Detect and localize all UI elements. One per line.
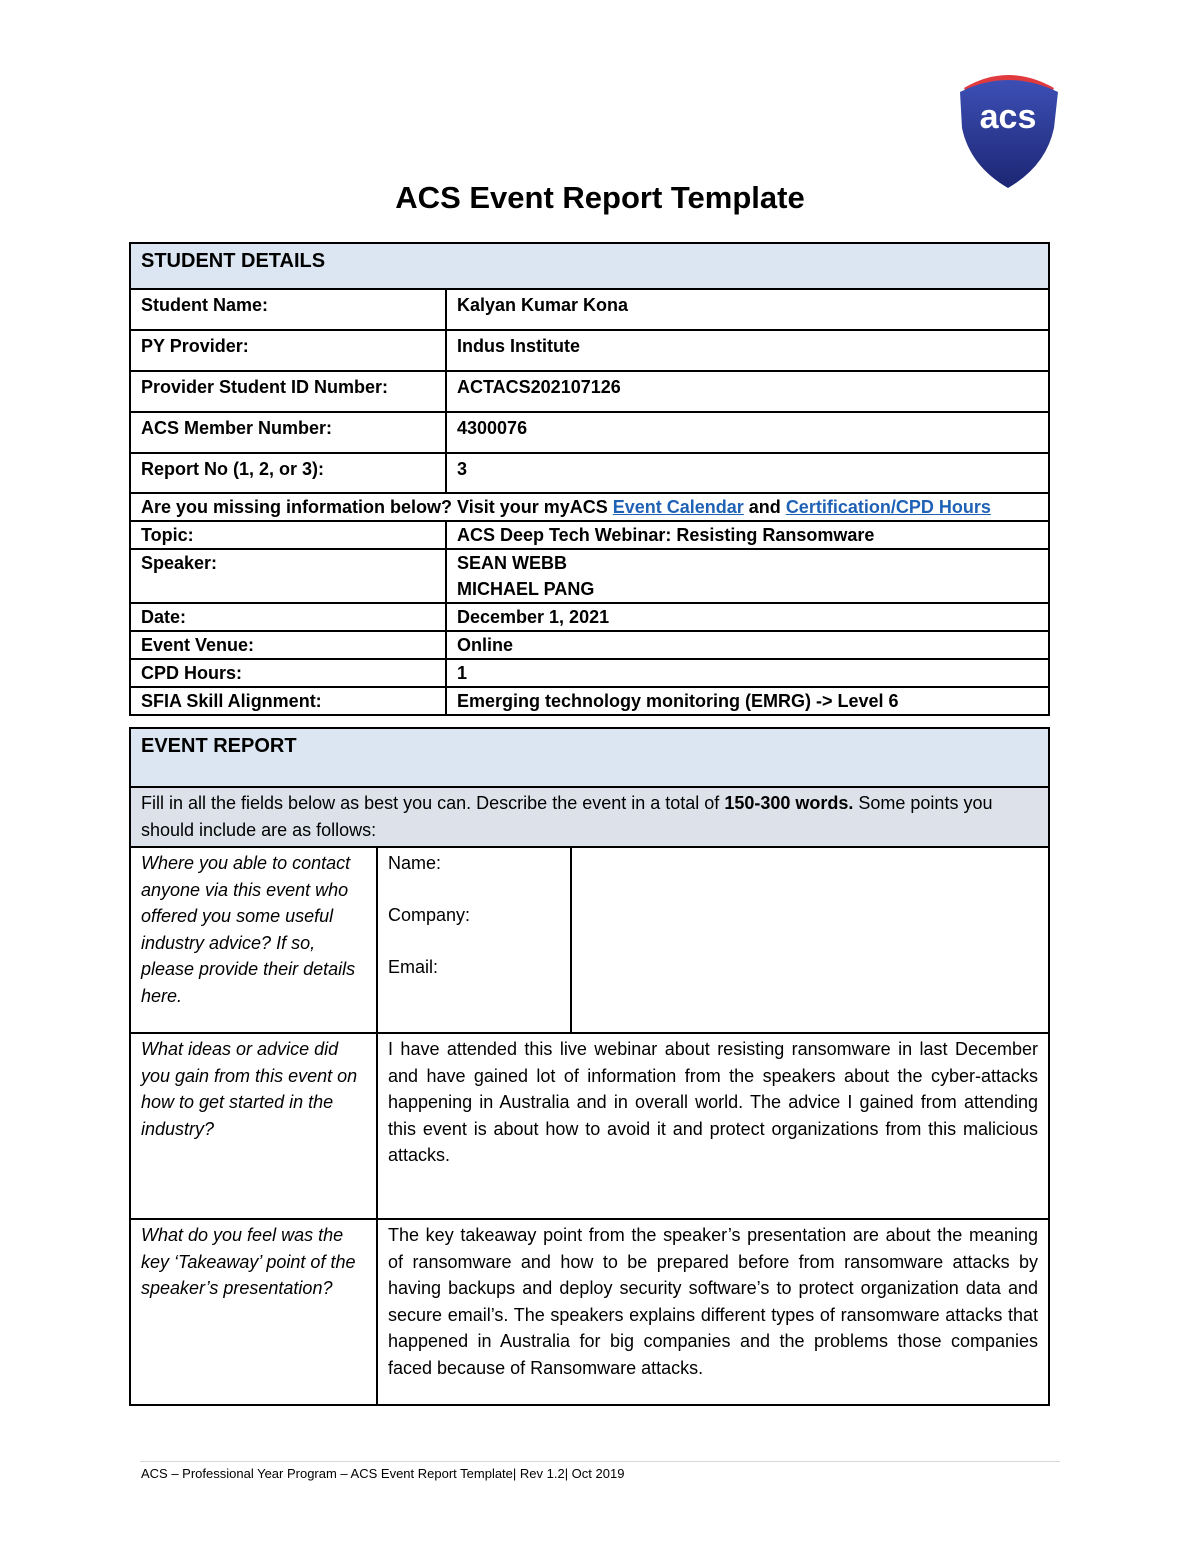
venue-label: Event Venue: bbox=[130, 631, 446, 659]
student-name-value: Kalyan Kumar Kona bbox=[446, 289, 1049, 330]
instructions-bold: 150-300 words. bbox=[724, 793, 854, 813]
contact-details-field[interactable] bbox=[571, 847, 1049, 1033]
topic-value: ACS Deep Tech Webinar: Resisting Ransomware bbox=[446, 521, 1049, 549]
speaker-name-1: SEAN WEBB bbox=[457, 553, 568, 573]
sfia-label: SFIA Skill Alignment: bbox=[130, 687, 446, 715]
cpd-hours-label: CPD Hours: bbox=[130, 659, 446, 687]
venue-value: Online bbox=[446, 631, 1049, 659]
date-value: December 1, 2021 bbox=[446, 603, 1049, 631]
cpd-hours-link[interactable]: Certification/CPD Hours bbox=[785, 497, 991, 517]
student-details-table bbox=[129, 242, 1050, 716]
py-provider-label: PY Provider: bbox=[130, 330, 446, 371]
instructions-text bbox=[130, 787, 1049, 847]
cpd-hours-value: 1 bbox=[446, 659, 1049, 687]
event-calendar-link[interactable]: Event Calendar bbox=[612, 497, 744, 517]
missing-info-line bbox=[130, 493, 1049, 521]
event-report-header: EVENT REPORT bbox=[130, 728, 1049, 787]
report-no-value: 3 bbox=[446, 453, 1049, 493]
contact-question: Where you able to contact anyone via this event who offered you some useful industry advice? If so, please provide their details here. bbox=[130, 847, 377, 1033]
speaker-value bbox=[446, 549, 1049, 603]
report-no-label: Report No (1, 2, or 3): bbox=[130, 453, 446, 493]
member-number-label: ACS Member Number: bbox=[130, 412, 446, 453]
page-title: ACS Event Report Template bbox=[395, 180, 805, 215]
py-provider-value: Indus Institute bbox=[446, 330, 1049, 371]
speaker-name-2: MICHAEL PANG bbox=[457, 579, 595, 599]
contact-company-label: Company: bbox=[388, 905, 471, 925]
contact-name-label: Name: bbox=[388, 853, 442, 873]
student-details-header: STUDENT DETAILS bbox=[130, 243, 1049, 289]
footer-text: ACS – Professional Year Program – ACS Event Report Template| Rev 1.2| Oct 2019 bbox=[141, 1466, 625, 1481]
contact-labels bbox=[377, 847, 571, 1033]
logo-text: acs bbox=[979, 98, 1037, 136]
student-id-label: Provider Student ID Number: bbox=[130, 371, 446, 412]
takeaway-question: What do you feel was the key ‘Takeaway’ point of the speaker’s presentation? bbox=[130, 1219, 377, 1405]
instructions-part1: Fill in all the fields below as best you can. Describe the event in a total of bbox=[141, 793, 725, 813]
event-report-table bbox=[129, 727, 1050, 1406]
missing-info-prefix: Are you missing information below? Visit your myACS bbox=[141, 497, 613, 517]
ideas-answer[interactable]: I have attended this live webinar about resisting ransomware in last December and have gained lot of information from the speakers about the cyber-attacks happening in Australia and in overall world. The advice I gained from attending this event is about how to avoid it and protect organizations from this malicious attacks. bbox=[377, 1033, 1049, 1219]
sfia-value: Emerging technology monitoring (EMRG) -> Level 6 bbox=[446, 687, 1049, 715]
takeaway-answer[interactable]: The key takeaway point from the speaker’s presentation are about the meaning of ransomware and how to be prepared before from ransomware attacks by having backups and deploy security software’s to protect organization data and secure email’s. The speakers explains different types of ransomware attacks that happened in Australia for big companies and the problems those companies faced because of Ransomware attacks. bbox=[377, 1219, 1049, 1405]
ideas-question: What ideas or advice did you gain from this event on how to get started in the industry? bbox=[130, 1033, 377, 1219]
member-number-value: 4300076 bbox=[446, 412, 1049, 453]
student-name-label: Student Name: bbox=[130, 289, 446, 330]
instructions-part2: Some points you should include are as follows: bbox=[141, 793, 993, 840]
contact-email-label: Email: bbox=[388, 957, 439, 977]
topic-label: Topic: bbox=[130, 521, 446, 549]
date-label: Date: bbox=[130, 603, 446, 631]
acs-logo bbox=[950, 66, 1066, 190]
missing-info-middle: and bbox=[743, 497, 786, 517]
student-id-value: ACTACS202107126 bbox=[446, 371, 1049, 412]
speaker-label: Speaker: bbox=[130, 549, 446, 603]
footer-divider bbox=[140, 1461, 1060, 1462]
